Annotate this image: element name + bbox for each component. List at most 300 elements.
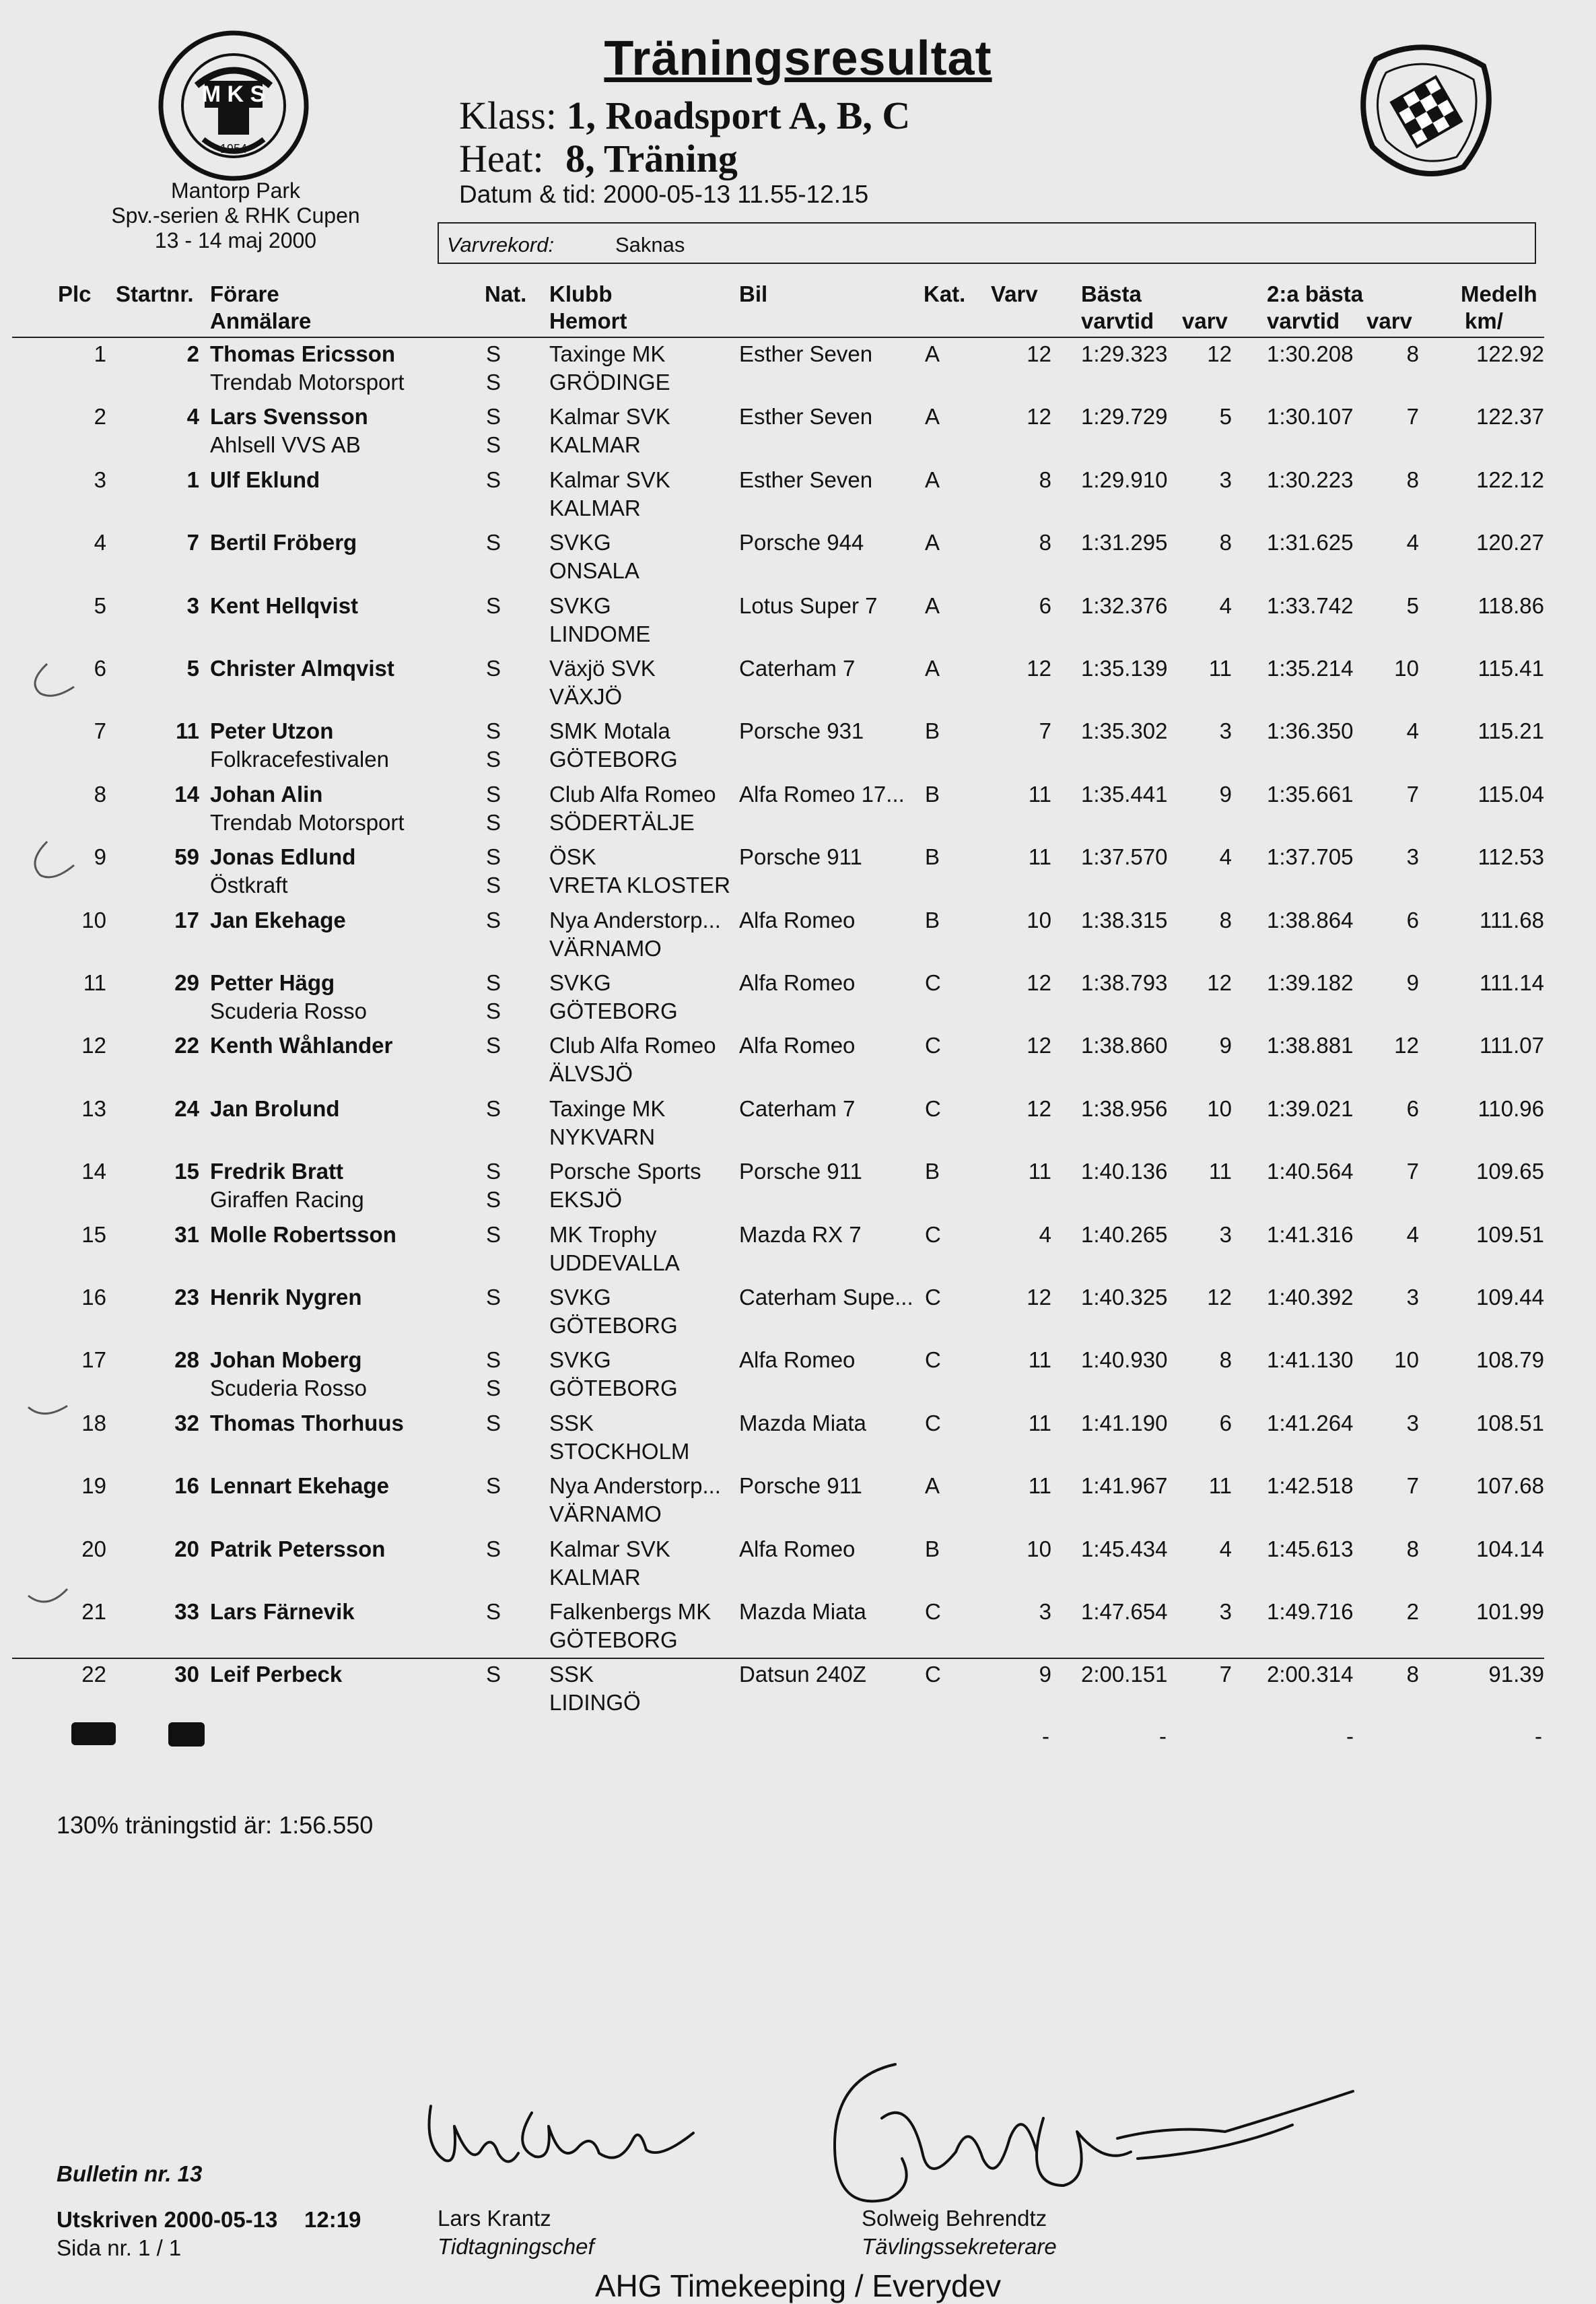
cell-basta2: 1:41.264: [1267, 1410, 1354, 1435]
cell-nr: 29: [174, 970, 199, 995]
cell-kat: C: [925, 1095, 941, 1121]
cell-forare: Lennart Ekehage: [210, 1473, 389, 1499]
cell-klubb: Taxinge MK: [549, 1095, 666, 1121]
cell-b2varv: 9: [1406, 970, 1419, 995]
cell-anm: Folkracefestivalen: [210, 747, 389, 772]
cell-kat: A: [925, 530, 940, 555]
cell-plc: 6: [94, 656, 106, 681]
cell-forare: Peter Utzon: [210, 718, 334, 744]
cell-varv: 11: [1028, 781, 1051, 807]
cell-medel: 112.53: [1478, 844, 1544, 870]
cell-bvarv: 7: [1219, 1662, 1232, 1687]
separator-rule: [12, 1658, 1544, 1659]
cell-forare: Kent Hellqvist: [210, 592, 359, 618]
cell-klubb: SMK Motala: [549, 718, 670, 744]
cell-hemort: VÄRNAMO: [549, 935, 662, 961]
cell-bvarv: 3: [1219, 718, 1232, 744]
cell-anm: Ahlsell VVS AB: [210, 432, 361, 458]
cell-nr: 20: [174, 1536, 199, 1561]
signer1-title: Tidtagningschef: [438, 2234, 594, 2259]
cell-kat: A: [925, 341, 940, 366]
cell-basta: 1:29.729: [1081, 404, 1168, 430]
col-varv-basta: varv: [1182, 308, 1228, 333]
cell-plc: 12: [81, 1033, 106, 1058]
cell-b2varv: 7: [1406, 404, 1419, 430]
dash: -: [1346, 1724, 1354, 1749]
cell-medel: 109.65: [1476, 1159, 1544, 1184]
cell-basta2: 1:42.518: [1267, 1473, 1354, 1499]
cell-kat: C: [925, 1662, 941, 1687]
cell-plc: 11: [83, 970, 106, 995]
signature-krantz: [417, 2086, 700, 2187]
cell-hemort: GRÖDINGE: [549, 370, 670, 395]
cell-plc: 18: [81, 1410, 106, 1435]
cell-kat: B: [925, 1159, 940, 1184]
cell-plc: 7: [94, 718, 106, 744]
svg-text:M K S: M K S: [201, 81, 266, 107]
cell-medel: 109.44: [1476, 1285, 1544, 1310]
cell-basta: 1:38.793: [1081, 970, 1168, 995]
cell-nat: S: [486, 467, 501, 492]
cell-nr: 22: [174, 1033, 199, 1058]
cell-klubb: ÖSK: [549, 844, 596, 870]
cell-hemort: KALMAR: [549, 1564, 641, 1590]
cell-basta: 1:38.860: [1081, 1033, 1168, 1058]
cell-medel: 111.07: [1479, 1033, 1544, 1058]
cell-klubb: SSK: [549, 1662, 594, 1687]
cell-basta2: 1:38.881: [1267, 1033, 1354, 1058]
cell-kat: B: [925, 907, 940, 933]
cell-bil: Mazda RX 7: [739, 1221, 862, 1247]
cell-nat: S: [486, 1536, 501, 1561]
cell-bil: Caterham 7: [739, 656, 856, 681]
cell-b2varv: 8: [1406, 467, 1419, 492]
cell-hemort: ONSALA: [549, 558, 639, 584]
footer-credit: AHG Timekeeping / Everydev: [594, 2268, 1002, 2303]
cell-plc: 9: [94, 844, 106, 870]
cell-basta2: 1:40.564: [1267, 1159, 1354, 1184]
cell-b2varv: 8: [1406, 1536, 1419, 1561]
cell-varv: 11: [1028, 1410, 1051, 1435]
cell-b2varv: 8: [1406, 341, 1419, 366]
cell-kat: C: [925, 970, 941, 995]
cell-nat2: S: [486, 747, 501, 772]
cell-forare: Thomas Ericsson: [210, 341, 396, 366]
cell-hemort: EKSJÖ: [549, 1187, 623, 1213]
cell-varv: 11: [1028, 1347, 1051, 1373]
cell-basta2: 1:49.716: [1267, 1599, 1354, 1624]
cell-kat: C: [925, 1599, 941, 1624]
cell-basta: 1:40.325: [1081, 1285, 1168, 1310]
cell-forare: Fredrik Bratt: [210, 1159, 344, 1184]
cell-bvarv: 11: [1208, 656, 1232, 681]
cell-varv: 12: [1027, 970, 1051, 995]
cell-basta2: 1:41.130: [1267, 1347, 1354, 1373]
cell-bvarv: 9: [1219, 1033, 1232, 1058]
cell-bil: Alfa Romeo: [739, 1536, 856, 1561]
cell-basta: 1:31.295: [1081, 530, 1168, 555]
cell-nr: 14: [174, 781, 199, 807]
cell-basta2: 1:35.214: [1267, 656, 1354, 681]
cell-b2varv: 12: [1394, 1033, 1419, 1058]
redacted-mark: [168, 1722, 205, 1747]
cell-basta: 1:47.654: [1081, 1599, 1168, 1624]
cell-varv: 3: [1039, 1599, 1051, 1624]
cell-klubb: SVKG: [549, 970, 611, 995]
cell-forare: Jonas Edlund: [210, 844, 356, 870]
cell-hemort: ÄLVSJÖ: [549, 1061, 633, 1087]
cell-basta2: 1:39.021: [1267, 1095, 1354, 1121]
cell-nr: 23: [174, 1285, 199, 1310]
cell-b2varv: 7: [1406, 1159, 1419, 1184]
cell-bvarv: 11: [1208, 1473, 1232, 1499]
cell-bil: Alfa Romeo: [739, 1347, 856, 1373]
cell-basta: 2:00.151: [1081, 1662, 1168, 1687]
cell-kat: C: [925, 1410, 941, 1435]
cell-basta: 1:29.910: [1081, 467, 1168, 492]
cell-nr: 11: [176, 718, 199, 744]
cell-nr: 17: [174, 907, 199, 933]
cell-hemort: VRETA KLOSTER: [549, 873, 730, 898]
cell-nat: S: [486, 1285, 501, 1310]
cell-medel: 120.27: [1476, 530, 1544, 555]
cell-basta: 1:29.323: [1081, 341, 1168, 366]
cell-bil: Alfa Romeo: [739, 907, 856, 933]
cell-medel: 107.68: [1476, 1473, 1544, 1499]
venue-line: 13 - 14 maj 2000: [154, 228, 317, 252]
heat-line: [459, 136, 738, 181]
cell-nr: 24: [174, 1095, 199, 1121]
page-title: Träningsresultat: [604, 32, 992, 86]
cell-basta: 1:45.434: [1081, 1536, 1168, 1561]
cell-b2varv: 5: [1406, 592, 1419, 618]
cell-basta2: 2:00.314: [1267, 1662, 1354, 1687]
cell-nr: 32: [174, 1410, 199, 1435]
cell-basta2: 1:30.208: [1267, 341, 1354, 366]
cell-b2varv: 4: [1406, 530, 1419, 555]
cell-basta2: 1:30.107: [1267, 404, 1354, 430]
cell-klubb: Porsche Sports: [549, 1159, 701, 1184]
cell-nr: 30: [174, 1662, 199, 1687]
cell-medel: 111.68: [1479, 907, 1544, 933]
cell-anm: Trendab Motorsport: [210, 809, 405, 835]
cell-basta2: 1:40.392: [1267, 1285, 1354, 1310]
col-bil: Bil: [739, 281, 768, 306]
cell-b2varv: 2: [1406, 1599, 1419, 1624]
col-hemort: Hemort: [549, 308, 627, 333]
cell-plc: 21: [81, 1599, 106, 1624]
cell-basta2: 1:37.705: [1267, 844, 1354, 870]
cell-nat2: S: [486, 370, 501, 395]
cell-basta: 1:35.302: [1081, 718, 1168, 744]
cell-plc: 15: [81, 1221, 106, 1247]
cell-nat: S: [486, 907, 501, 933]
signer1-name: Lars Krantz: [438, 2206, 551, 2231]
cell-forare: Henrik Nygren: [210, 1285, 362, 1310]
cell-basta: 1:40.265: [1081, 1221, 1168, 1247]
cell-plc: 2: [94, 404, 106, 430]
col-basta: Bästa: [1081, 281, 1142, 306]
cell-hemort: KALMAR: [549, 495, 641, 520]
cell-plc: 3: [94, 467, 106, 492]
cell-nr: 31: [174, 1221, 199, 1247]
cell-bvarv: 6: [1219, 1410, 1232, 1435]
cell-klubb: Kalmar SVK: [549, 404, 670, 430]
cell-nr: 7: [186, 530, 199, 555]
cell-varv: 12: [1027, 341, 1051, 366]
cell-anm: Trendab Motorsport: [210, 370, 405, 395]
cell-basta2: 1:31.625: [1267, 530, 1354, 555]
cell-basta2: 1:35.661: [1267, 781, 1354, 807]
cell-basta2: 1:39.182: [1267, 970, 1354, 995]
cell-anm: Scuderia Rosso: [210, 998, 367, 1023]
cell-anm: Giraffen Racing: [210, 1187, 364, 1213]
cell-varv: 8: [1039, 467, 1051, 492]
cell-bvarv: 12: [1207, 970, 1232, 995]
cell-b2varv: 3: [1406, 844, 1419, 870]
cell-plc: 20: [81, 1536, 106, 1561]
venue-line: Mantorp Park: [170, 178, 301, 203]
cell-varv: 9: [1039, 1662, 1051, 1687]
cell-nat: S: [486, 530, 501, 555]
cell-hemort: VÄXJÖ: [549, 684, 623, 709]
cell-klubb: Kalmar SVK: [549, 1536, 670, 1561]
cell-nr: 15: [174, 1159, 199, 1184]
cell-varv: 10: [1027, 1536, 1051, 1561]
cell-bil: Mazda Miata: [739, 1410, 866, 1435]
cell-plc: 19: [81, 1473, 106, 1499]
cell-bil: Porsche 911: [739, 1159, 862, 1184]
cell-basta: 1:40.930: [1081, 1347, 1168, 1373]
cell-klubb: Club Alfa Romeo: [549, 781, 716, 807]
cell-kat: A: [925, 404, 940, 430]
cell-b2varv: 4: [1406, 718, 1419, 744]
cell-nat: S: [486, 1599, 501, 1624]
cell-hemort: SÖDERTÄLJE: [549, 809, 695, 835]
cell-varv: 6: [1039, 592, 1051, 618]
cell-kat: B: [925, 718, 940, 744]
cell-hemort: GÖTEBORG: [549, 747, 678, 772]
cell-klubb: SVKG: [549, 1285, 611, 1310]
cell-plc: 22: [81, 1662, 106, 1687]
cell-medel: 108.79: [1476, 1347, 1544, 1373]
cell-hemort: LIDINGÖ: [549, 1690, 641, 1716]
cell-bvarv: 3: [1219, 1221, 1232, 1247]
cell-medel: 91.39: [1488, 1662, 1544, 1687]
cell-medel: 115.41: [1478, 656, 1544, 681]
cell-kat: A: [925, 592, 940, 618]
cell-kat: B: [925, 1536, 940, 1561]
cell-bvarv: 12: [1207, 341, 1232, 366]
signer2-name: Solweig Behrendtz: [862, 2206, 1047, 2231]
cell-plc: 17: [81, 1347, 106, 1373]
cell-anm: Östkraft: [210, 873, 288, 898]
datum-line: Datum & tid: 2000-05-13 11.55-12.15: [459, 180, 869, 208]
signature-behrendtz: [821, 2051, 1373, 2226]
cell-nr: 16: [174, 1473, 199, 1499]
cell-medel: 118.86: [1478, 592, 1544, 618]
col-varv: Varv: [991, 281, 1038, 306]
cell-forare: Kenth Wåhlander: [210, 1033, 393, 1058]
cell-medel: 122.37: [1476, 404, 1544, 430]
cell-kat: A: [925, 656, 940, 681]
cell-nat: S: [486, 844, 501, 870]
cell-bvarv: 5: [1219, 404, 1232, 430]
cell-bil: Mazda Miata: [739, 1599, 866, 1624]
cell-medel: 115.04: [1478, 781, 1544, 807]
cell-bil: Esther Seven: [739, 341, 873, 366]
cell-bil: Alfa Romeo: [739, 970, 856, 995]
cell-plc: 5: [94, 592, 106, 618]
cell-medel: 111.14: [1479, 970, 1544, 995]
cell-nat: S: [486, 1033, 501, 1058]
cell-bvarv: 11: [1208, 1159, 1232, 1184]
dash: -: [1535, 1724, 1542, 1749]
col-medelh: Medelh: [1461, 281, 1537, 306]
cell-nr: 4: [186, 404, 199, 430]
cell-klubb: Falkenbergs MK: [549, 1599, 712, 1624]
cell-nat: S: [486, 1095, 501, 1121]
cell-hemort: GÖTEBORG: [549, 1627, 678, 1652]
cell-hemort: STOCKHOLM: [549, 1438, 690, 1464]
cell-medel: 108.51: [1476, 1410, 1544, 1435]
cell-klubb: Taxinge MK: [549, 341, 666, 366]
rhk-logo: [1349, 32, 1504, 187]
cell-nat2: S: [486, 432, 501, 458]
cell-klubb: SVKG: [549, 592, 611, 618]
cell-b2varv: 6: [1406, 1095, 1419, 1121]
col-startnr: Startnr.: [116, 281, 194, 306]
col-anmalare: Anmälare: [210, 308, 312, 333]
cell-basta2: 1:30.223: [1267, 467, 1354, 492]
cell-nr: 28: [174, 1347, 199, 1373]
cell-plc: 13: [81, 1095, 106, 1121]
cell-bil: Caterham Supe...: [739, 1285, 913, 1310]
cell-basta2: 1:33.742: [1267, 592, 1354, 618]
cell-hemort: GÖTEBORG: [549, 998, 678, 1023]
dash: -: [1042, 1724, 1049, 1749]
header-rule: [12, 337, 1544, 338]
cell-forare: Lars Färnevik: [210, 1599, 355, 1624]
cell-basta: 1:32.376: [1081, 592, 1168, 618]
cell-basta: 1:41.190: [1081, 1410, 1168, 1435]
heat-value: 8, Träning: [565, 137, 738, 180]
col-nat: Nat.: [485, 281, 527, 306]
cell-forare: Johan Alin: [210, 781, 323, 807]
cell-klubb: SVKG: [549, 530, 611, 555]
cell-nr: 3: [186, 592, 199, 618]
cell-nr: 2: [186, 341, 199, 366]
cell-nr: 59: [174, 844, 199, 870]
cell-nat: S: [486, 404, 501, 430]
cell-b2varv: 8: [1406, 1662, 1419, 1687]
cell-forare: Petter Hägg: [210, 970, 335, 995]
cell-forare: Jan Brolund: [210, 1095, 340, 1121]
cell-hemort: GÖTEBORG: [549, 1313, 678, 1338]
cell-varv: 11: [1028, 1159, 1051, 1184]
cell-nat: S: [486, 1473, 501, 1499]
bulletin-number: Bulletin nr. 13: [57, 2161, 203, 2186]
cell-kat: A: [925, 467, 940, 492]
varvrekord-box: [438, 222, 1536, 264]
cell-forare: Lars Svensson: [210, 404, 368, 430]
cell-bvarv: 3: [1219, 1599, 1232, 1624]
cell-bil: Datsun 240Z: [739, 1662, 866, 1687]
redacted-mark: [71, 1722, 116, 1745]
margin-marks: [27, 660, 81, 1616]
col-klubb: Klubb: [549, 281, 613, 306]
signer2-title: Tävlingssekreterare: [862, 2234, 1057, 2259]
col-varvtid: varvtid: [1081, 308, 1154, 333]
cell-bil: Lotus Super 7: [739, 592, 878, 618]
cell-plc: 1: [94, 341, 106, 366]
cell-bil: Porsche 911: [739, 844, 862, 870]
cell-klubb: Nya Anderstorp...: [549, 907, 721, 933]
cell-kat: C: [925, 1347, 941, 1373]
cell-forare: Patrik Petersson: [210, 1536, 386, 1561]
cell-bil: Porsche 944: [739, 530, 864, 555]
svg-text:1954: 1954: [219, 142, 248, 156]
cell-nat: S: [486, 1221, 501, 1247]
cell-varv: 10: [1027, 907, 1051, 933]
cell-nat: S: [486, 592, 501, 618]
cell-varv: 7: [1039, 718, 1051, 744]
cell-bvarv: 10: [1207, 1095, 1232, 1121]
cell-medel: 122.12: [1476, 467, 1544, 492]
cell-medel: 109.51: [1476, 1221, 1544, 1247]
cell-bvarv: 4: [1219, 1536, 1232, 1561]
cell-b2varv: 3: [1406, 1285, 1419, 1310]
cell-nat: S: [486, 1410, 501, 1435]
cell-nat2: S: [486, 873, 501, 898]
col-varvtid2: varvtid: [1267, 308, 1340, 333]
cell-forare: Molle Robertsson: [210, 1221, 396, 1247]
cell-bil: Esther Seven: [739, 467, 873, 492]
dash: -: [1159, 1724, 1167, 1749]
cell-bvarv: 8: [1219, 530, 1232, 555]
col-kmh: km/: [1465, 308, 1503, 333]
cell-medel: 122.92: [1476, 341, 1544, 366]
cell-nr: 33: [174, 1599, 199, 1624]
cell-plc: 8: [94, 781, 106, 807]
cell-basta2: 1:38.864: [1267, 907, 1354, 933]
cell-b2varv: 10: [1394, 1347, 1419, 1373]
col-forare: Förare: [210, 281, 279, 306]
cell-bvarv: 12: [1207, 1285, 1232, 1310]
cell-basta: 1:37.570: [1081, 844, 1168, 870]
heat-label: Heat:: [459, 137, 544, 180]
cell-basta2: 1:36.350: [1267, 718, 1354, 744]
cell-kat: C: [925, 1033, 941, 1058]
cell-hemort: LINDOME: [549, 621, 651, 646]
cell-klubb: MK Trophy: [549, 1221, 657, 1247]
col-basta2: 2:a bästa: [1267, 281, 1364, 306]
cell-hemort: KALMAR: [549, 432, 641, 458]
cell-nat: S: [486, 1159, 501, 1184]
klass-value: 1, Roadsport A, B, C: [566, 94, 911, 137]
cell-nat2: S: [486, 1376, 501, 1401]
cell-hemort: NYKVARN: [549, 1124, 656, 1149]
cell-varv: 12: [1027, 1033, 1051, 1058]
cell-nat2: S: [486, 1187, 501, 1213]
cell-forare: Jan Ekehage: [210, 907, 346, 933]
cell-bil: Porsche 931: [739, 718, 864, 744]
cell-varv: 12: [1027, 1285, 1051, 1310]
cell-nat: S: [486, 341, 501, 366]
cell-b2varv: 6: [1406, 907, 1419, 933]
cell-forare: Ulf Eklund: [210, 467, 320, 492]
cell-varv: 11: [1028, 844, 1051, 870]
